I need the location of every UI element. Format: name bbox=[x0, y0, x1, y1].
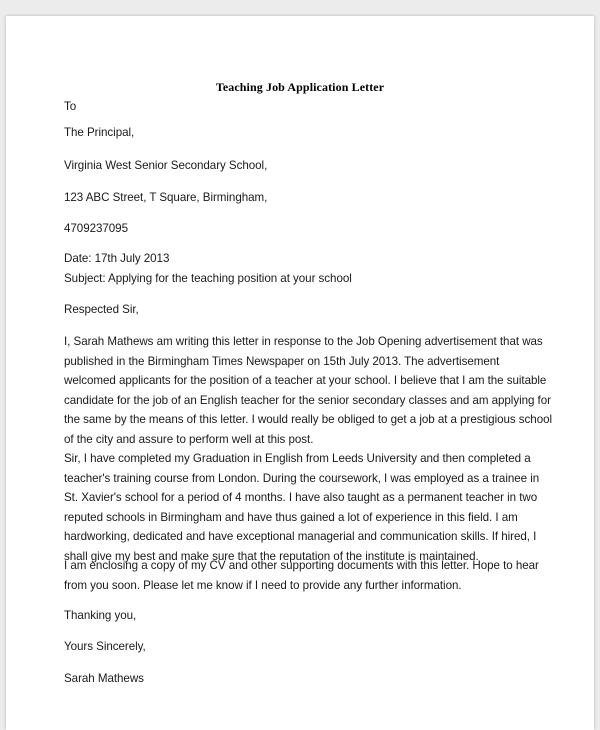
body-line: shall give my best and make sure that the reputation of the institute is maintained. bbox=[64, 549, 479, 563]
salutation: Respected Sir, bbox=[64, 303, 139, 316]
recipient-line: The Principal, bbox=[64, 126, 135, 139]
closing-line: I am enclosing a copy of my CV and other supporting documents with this letter. Hope to hear bbox=[64, 559, 539, 572]
thanks-line: Thanking you, bbox=[64, 609, 137, 622]
sign-off-line: Yours Sincerely, bbox=[64, 640, 146, 653]
closing-paragraph bbox=[64, 556, 550, 595]
signature-name: Sarah Mathews bbox=[64, 672, 144, 685]
body-line: the same by the means of this letter. I would really be obliged to get a job at a prestigious school bbox=[64, 413, 553, 426]
body-line: candidate for the job of an English teacher for the senior secondary classes and am applying for bbox=[64, 393, 551, 407]
letter-title: Teaching Job Application Letter bbox=[215, 80, 385, 94]
body-line: Sir, I have completed my Graduation in English from Leeds University and then completed a bbox=[64, 452, 531, 465]
date-line: Date: 17th July 2013 bbox=[64, 252, 170, 265]
closing-line: from you soon. Please let me know if I need to provide any further information. bbox=[64, 578, 462, 592]
body-line: teacher's training course from London. During the coursework, I was employed as a trainee in bbox=[64, 471, 540, 485]
to-line: To bbox=[64, 100, 77, 113]
subject-line: Subject: Applying for the teaching position at your school bbox=[64, 272, 352, 285]
address-line: 123 ABC Street, T Square, Birmingham, bbox=[64, 191, 268, 204]
body-line: St. Xavier's school for a period of 4 months. I have also taught as a permanent teacher in two bbox=[64, 491, 538, 504]
body-paragraph bbox=[64, 332, 553, 566]
body-line: published in the Birmingham Times Newspaper on 15th July 2013. The advertisement bbox=[64, 354, 500, 368]
phone-line: 4709237095 bbox=[64, 222, 128, 235]
body-line: welcomed applicants for the position of a teacher at your school. I believe that I am the suitable bbox=[64, 374, 547, 387]
body-line: of the city and assure to perform well at this post. bbox=[64, 432, 314, 446]
letter-page bbox=[6, 16, 594, 730]
body-line: reputed schools in Birmingham and have thus gained a lot of experience in this field. I am bbox=[64, 510, 518, 524]
body-line: hardworking, dedicated and have exceptional managerial and communication skills. If hired, I bbox=[64, 530, 537, 543]
school-line: Virginia West Senior Secondary School, bbox=[64, 159, 268, 172]
body-line: I, Sarah Mathews am writing this letter in response to the Job Opening advertisement that was bbox=[64, 335, 543, 348]
